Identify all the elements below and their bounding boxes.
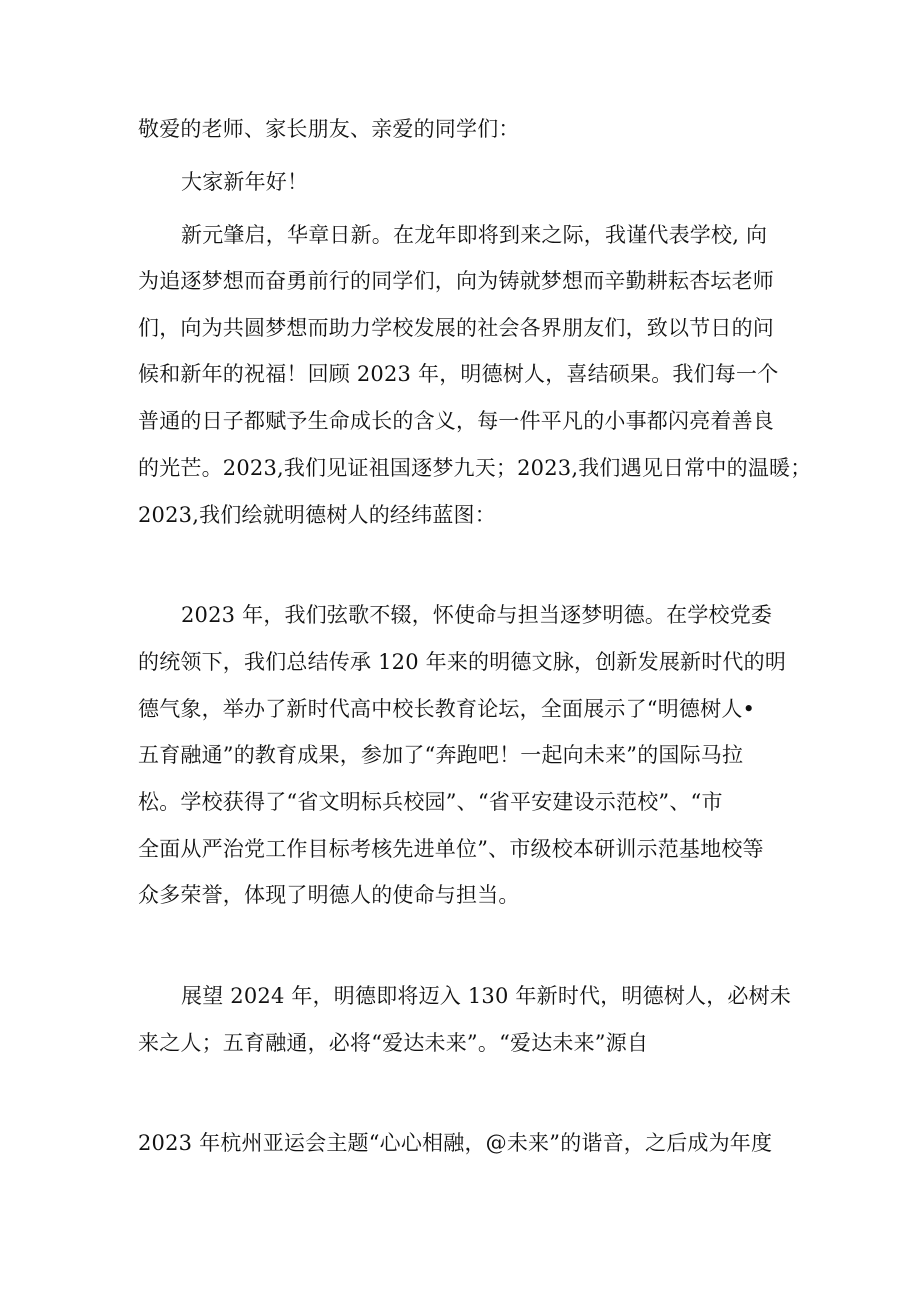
paragraph-1-line-2: 为追逐梦想而奋勇前行的同学们，向为铸就梦想而辛勤耕耘杏坛老师	[138, 269, 774, 293]
paragraph-1-line-7: 2023,我们绘就明德树人的经纬蓝图：	[138, 503, 496, 527]
paragraph-1-line-5: 普通的日子都赋予生命成长的含义，每一件平凡的小事都闪亮着善良	[138, 409, 774, 433]
paragraph-1-line-1: 新元肇启，华章日新。在龙年即将到来之际，我谨代表学校, 向	[181, 223, 768, 247]
paragraph-2-line-4: 五育融通”的教育成果，参加了“奔跑吧！一起向未来”的国际马拉	[138, 743, 744, 767]
paragraph-1-line-4: 候和新年的祝福！回顾 2023 年，明德树人，喜结硕果。我们每一个	[138, 362, 779, 386]
paragraph-3-line-1: 展望 2024 年，明德即将迈入 130 年新时代，明德树人，必树未	[181, 984, 792, 1008]
paragraph-2-line-7: 众多荣誉，体现了明德人的使命与担当。	[138, 883, 520, 907]
paragraph-1-line-3: 们，向为共圆梦想而助力学校发展的社会各界朋友们，致以节日的问	[138, 316, 774, 340]
paragraph-3-line-2: 来之人；五育融通，必将“爱达未来”。“爱达未来”源自	[138, 1031, 649, 1055]
paragraph-2-line-5: 松。学校获得了“省文明标兵校园”、“省平安建设示范校”、“市	[138, 790, 723, 814]
greeting: 大家新年好！	[181, 170, 309, 194]
paragraph-2-line-2: 的统领下，我们总结传承 120 年来的明德文脉，创新发展新时代的明	[138, 650, 787, 674]
paragraph-2-line-1: 2023 年，我们弦歌不辍，怀使命与担当逐梦明德。在学校党委	[181, 603, 773, 627]
paragraph-2-line-6: 全面从严治党工作目标考核先进单位”、市级校本研训示范基地校等	[138, 837, 764, 861]
paragraph-1-line-6: 的光芒。2023,我们见证祖国逐梦九天；2023,我们遇见日常中的温暖；	[138, 456, 812, 480]
paragraph-2-line-3: 德气象，举办了新时代高中校长教育论坛，全面展示了“明德树人•	[138, 697, 756, 721]
paragraph-4-line-1: 2023 年杭州亚运会主题“心心相融，@未来”的谐音，之后成为年度	[138, 1131, 773, 1155]
salutation: 敬爱的老师、家长朋友、亲爱的同学们：	[138, 117, 520, 141]
